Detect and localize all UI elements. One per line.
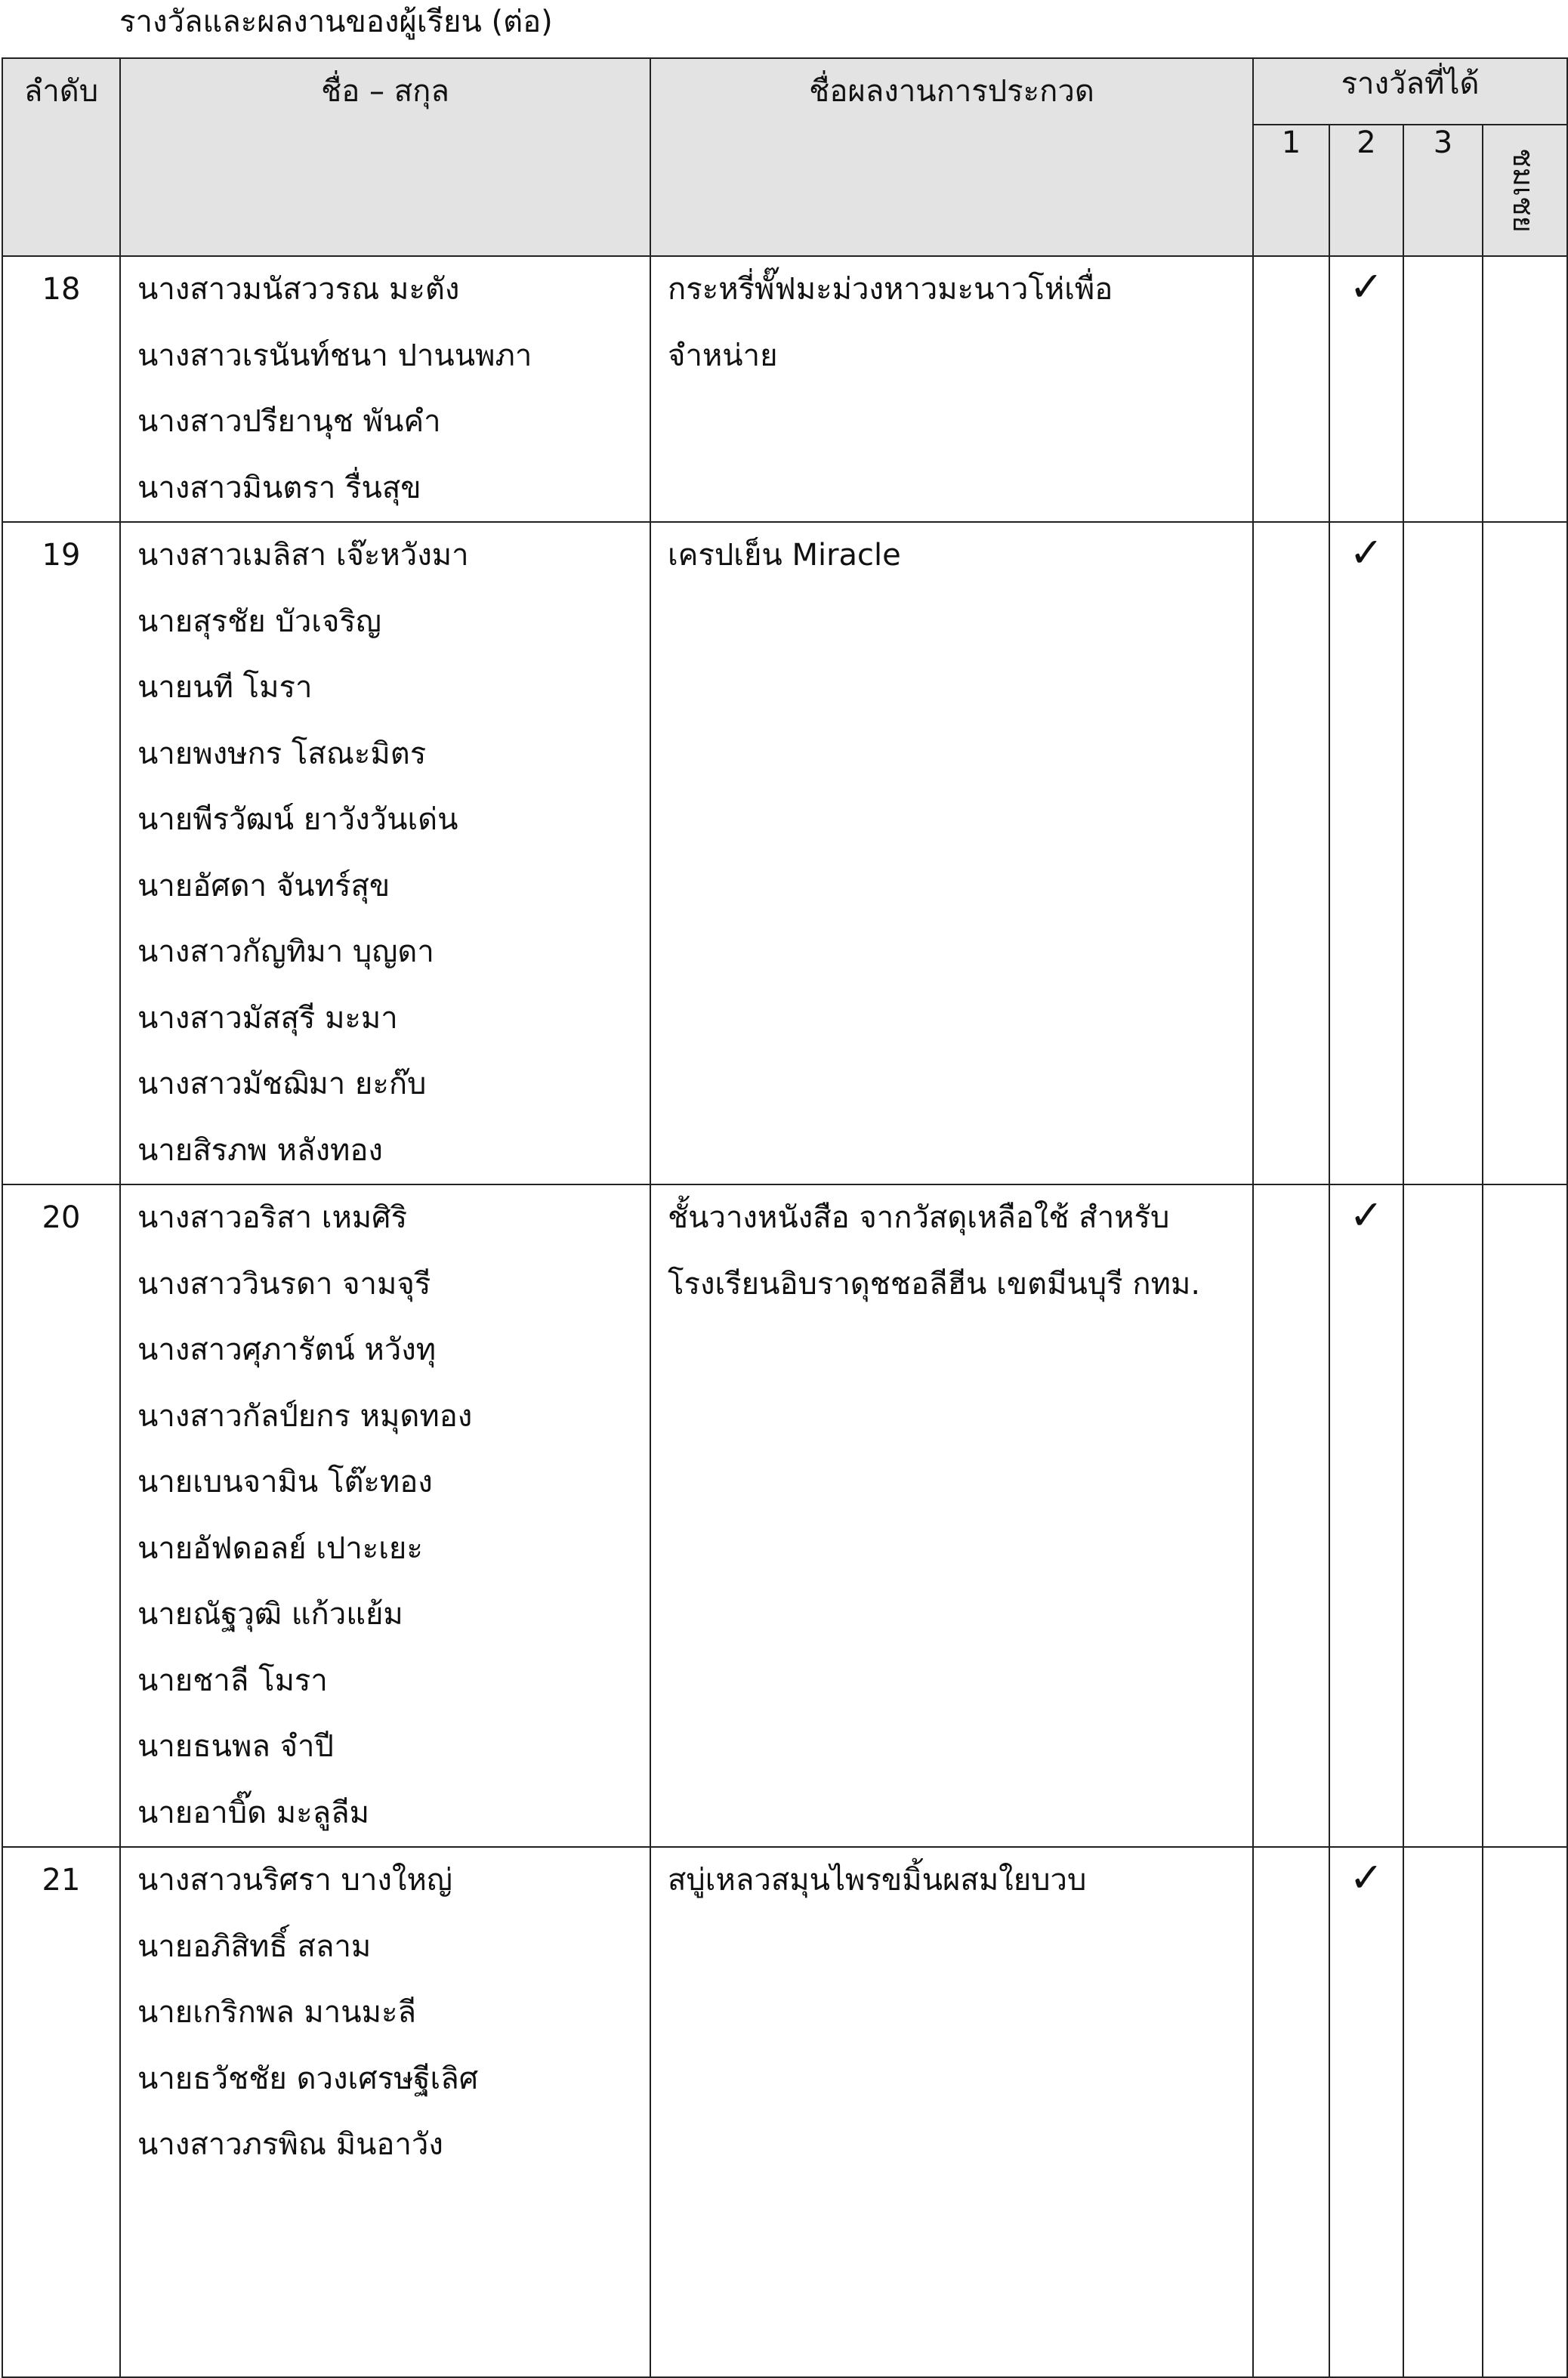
work-title-cell (650, 1184, 1253, 1847)
participant-name: นางสาวภรพิณ มินอาวัง (137, 2127, 443, 2162)
names-cell (120, 256, 650, 522)
participant-name: นางสาวกัลป์ยกร หมุดทอง (137, 1398, 473, 1434)
row-number-cell (2, 1847, 120, 2377)
header-names: ชื่อ – สกุล (120, 58, 650, 256)
work-title-cell (650, 522, 1253, 1184)
participant-name: นางสาวมนัสววรณ มะตัง (137, 272, 460, 307)
award-1-cell (1253, 522, 1329, 1184)
participant-name: นางสาวเรนันท์ชนา ปานนพภา (137, 338, 532, 373)
row-number-cell (2, 522, 120, 1184)
award-1-cell (1253, 1184, 1329, 1847)
participant-name: นายธนพล จำปี (137, 1729, 334, 1764)
header-award-honor-label: ชมเชย (1507, 148, 1541, 233)
award-2-cell (1329, 522, 1403, 1184)
row-number: 18 (42, 272, 81, 307)
table-row (2, 256, 1567, 522)
row-number-cell (2, 256, 120, 522)
participant-name: นางสาวมัสสุรี มะมา (137, 1000, 398, 1036)
participant-name: นายชาลี โมรา (137, 1663, 328, 1698)
award-3-cell (1403, 256, 1483, 522)
participant-name: นายอัศดา จันทร์สุข (137, 868, 390, 903)
check-icon: ✓ (1349, 263, 1384, 310)
check-icon: ✓ (1349, 529, 1384, 576)
participant-name: นางสาวมัชฌิมา ยะก๊บ (137, 1067, 427, 1101)
work-title-line: กระหรี่พั๊ฟมะม่วงหาวมะนาวโห่เพื่อ (668, 272, 1113, 307)
participant-name: นางสาวมินตรา รื่นสุข (137, 470, 421, 505)
header-no: ลำดับ (2, 58, 120, 256)
participant-name: นายอาบิ๊ด มะลูลีม (137, 1795, 370, 1830)
participant-name: นายเกริกพล มานมะลี (137, 1995, 416, 2030)
work-title-line: โรงเรียนอิบราดุชชอลีฮีน เขตมีนบุรี กทม. (668, 1266, 1201, 1302)
page-caption: รางวัลและผลงานของผู้เรียน (ต่อ) (119, 5, 553, 39)
header-row-1 (2, 58, 1567, 125)
award-3-cell (1403, 1184, 1483, 1847)
row-number-cell (2, 1184, 120, 1847)
participant-name: นางสาวอริสา เหมศิริ (137, 1200, 408, 1235)
work-title-line: สบู่เหลวสมุนไพรขมิ้นผสมใยบวบ (668, 1863, 1087, 1898)
participant-name: นางสาวนริศรา บางใหญ่ (137, 1863, 452, 1898)
participant-name: นายธวัชชัย ดวงเศรษฐีเลิศ (137, 2061, 479, 2096)
participant-name: นายณัฐวุฒิ แก้วแย้ม (137, 1597, 403, 1632)
header-award-honor (1483, 125, 1567, 256)
table-row (2, 522, 1567, 1184)
table-row (2, 1184, 1567, 1847)
participant-name: นางสาวศุภารัตน์ หวังทุ (137, 1333, 437, 1367)
row-number: 20 (42, 1200, 81, 1235)
row-number: 21 (42, 1863, 81, 1898)
check-icon: ✓ (1349, 1191, 1384, 1239)
participant-name: นายสุรชัย บัวเจริญ (137, 604, 381, 639)
work-title-line: ชั้นวางหนังสือ จากวัสดุเหลือใช้ สำหรับ (668, 1200, 1170, 1235)
awards-table (2, 57, 1568, 2378)
participant-name: นางสาววินรดา จามจุรี (137, 1266, 431, 1302)
participant-name: นายอภิสิทธิ์ สลาม (137, 1929, 372, 1964)
work-title-line: เครปเย็น Miracle (668, 538, 901, 573)
participant-name: นายอัฟดอลย์ เปาะเยะ (137, 1530, 423, 1566)
table-row (2, 1847, 1567, 2377)
award-3-cell (1403, 1847, 1483, 2377)
participant-name: นายพีรวัฒน์ ยาวังวันเด่น (137, 802, 458, 837)
award-honor-cell (1483, 1847, 1567, 2377)
check-icon: ✓ (1349, 1854, 1384, 1901)
header-award-1: 1 (1253, 125, 1329, 256)
work-title-cell (650, 1847, 1253, 2377)
award-honor-cell (1483, 1184, 1567, 1847)
work-title-line: จำหน่าย (668, 338, 778, 373)
work-title-cell (650, 256, 1253, 522)
header-award-group: รางวัลที่ได้ (1253, 58, 1567, 125)
award-2-cell (1329, 1184, 1403, 1847)
participant-name: นางสาวปรียานุช พันคำ (137, 404, 441, 439)
participant-name: นายสิรภพ หลังทอง (137, 1132, 383, 1168)
header-award-2: 2 (1329, 125, 1403, 256)
header-work: ชื่อผลงานการประกวด (650, 58, 1253, 256)
participant-name: นายพงษกร โสณะมิตร (137, 736, 427, 771)
names-cell (120, 522, 650, 1184)
award-1-cell (1253, 256, 1329, 522)
participant-name: นายนที โมรา (137, 670, 313, 705)
header-award-3: 3 (1403, 125, 1483, 256)
participant-name: นายเบนจามิน โต๊ะทอง (137, 1465, 433, 1499)
award-2-cell (1329, 1847, 1403, 2377)
award-3-cell (1403, 522, 1483, 1184)
names-cell (120, 1847, 650, 2377)
participant-name: นางสาวเมลิสา เจ๊ะหวังมา (137, 538, 469, 573)
award-1-cell (1253, 1847, 1329, 2377)
award-honor-cell (1483, 522, 1567, 1184)
award-honor-cell (1483, 256, 1567, 522)
row-number: 19 (42, 538, 81, 573)
award-2-cell (1329, 256, 1403, 522)
names-cell (120, 1184, 650, 1847)
participant-name: นางสาวกัญทิมา บุญดา (137, 934, 434, 969)
